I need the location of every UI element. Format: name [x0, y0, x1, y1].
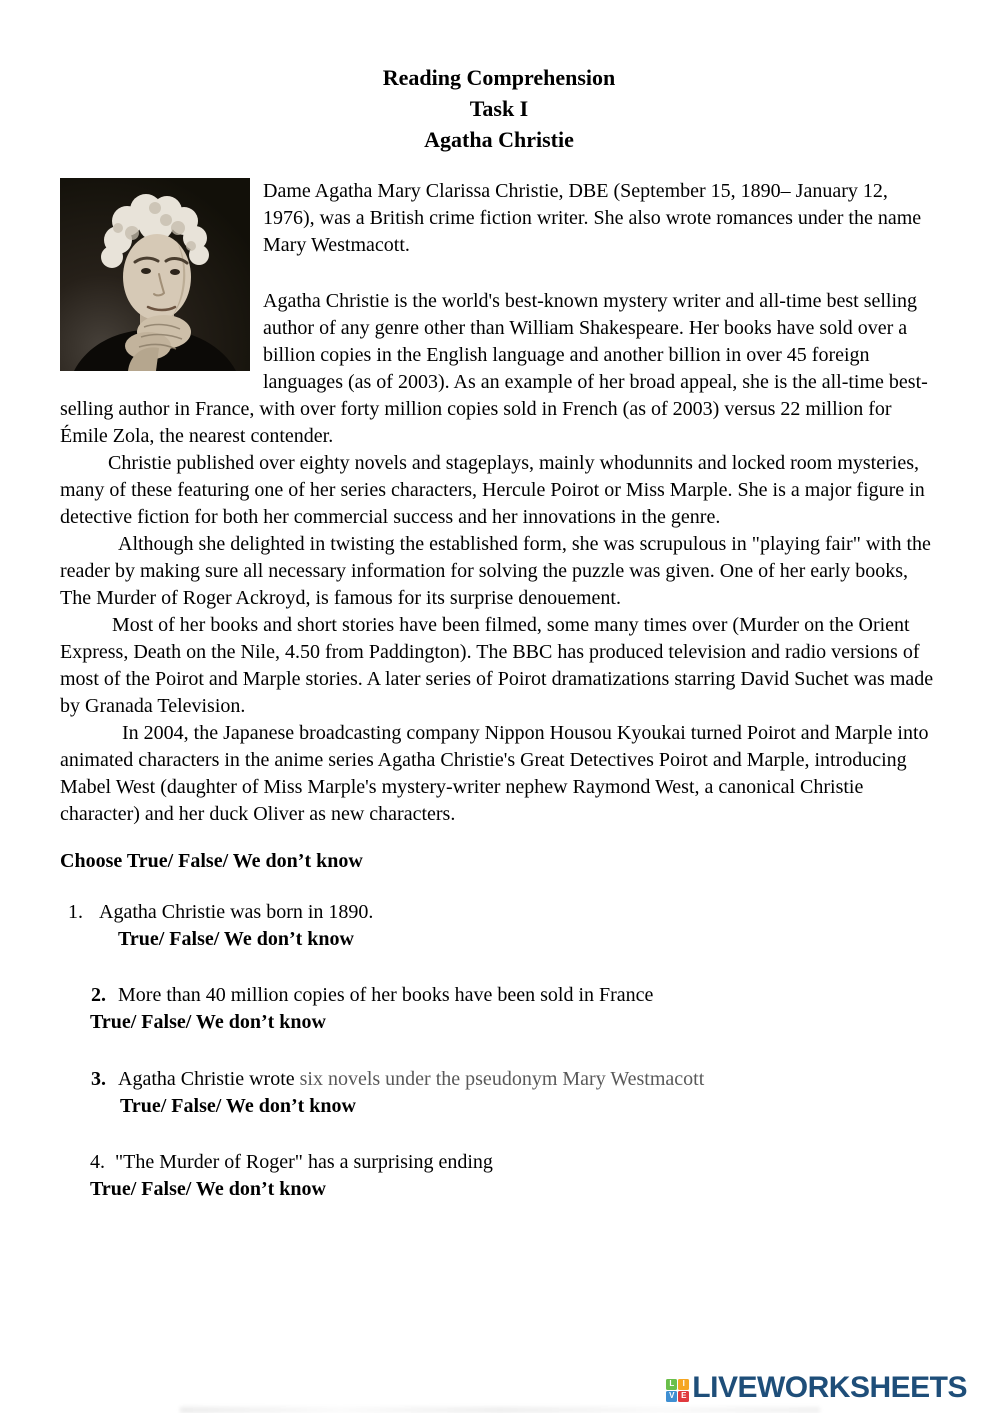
- paragraph-intro: Dame Agatha Mary Clarissa Christie, DBE (September 15, 1890– January 12, 1976), was a British crime fiction writer. She also wrote romances under the name Mary Westmacott.: [263, 180, 922, 256]
- question-4-line: [90, 1149, 938, 1176]
- logo-tile-l: L: [666, 1379, 677, 1390]
- question-4-number: 4.: [90, 1151, 105, 1173]
- instructions-heading: Choose True/ False/ We don’t know: [60, 850, 363, 872]
- agatha-christie-photo: [60, 178, 250, 371]
- liveworksheets-tile-icon: [666, 1379, 689, 1402]
- page-title: Reading Comprehension: [382, 65, 616, 90]
- question-3-options[interactable]: True/ False/ We don’t know: [120, 1095, 356, 1117]
- question-2-text: More than 40 million copies of her books have been sold in France: [118, 984, 654, 1006]
- question-3-number: 3.: [91, 1068, 106, 1090]
- question-3-text-light: six novels under the pseudonym Mary Westmacott: [299, 1068, 705, 1090]
- question-1-text: Agatha Christie was born in 1890.: [99, 901, 374, 923]
- paragraph-anime: In 2004, the Japanese broadcasting company Nippon Housou Kyoukai turned Poirot and Marple into animated characters in the anime series Agatha Christie's Great Detectives Poirot and Marple, introducing Mabel West (daughter of Miss Marple's mystery-writer nephew Raymond West, a canonical Christie character) and her duck Oliver as new characters.: [60, 722, 929, 825]
- logo-tile-e: E: [678, 1391, 689, 1402]
- question-1-options[interactable]: True/ False/ We don’t know: [118, 928, 354, 950]
- paragraph-best-known: Agatha Christie is the world's best-known mystery writer and all-time best selling author of any genre other than William Shakespeare. Her books have sold over a billion copies in the English language and another billion in over 45 foreign languages (as of 2003). As an example of her broad appeal, she is the all-time best-selling author in France, with over forty million copies sold in French (as of 2003) versus 22 million for Émile Zola, the nearest contender.: [60, 290, 928, 447]
- paragraph-playing-fair: Although she delighted in twisting the established form, she was scrupulous in "playing fair" with the reader by making sure all necessary information for solving the puzzle was given. One of her early books, The Murder of Roger Ackroyd, is famous for its surprise denouement.: [60, 533, 931, 609]
- question-4-text: "The Murder of Roger" has a surprising ending: [115, 1151, 493, 1173]
- portrait-illustration: [60, 178, 250, 371]
- question-2-line: [91, 982, 938, 1009]
- liveworksheets-logo[interactable]: [666, 1371, 967, 1405]
- liveworksheets-wordmark: LIVEWORKSHEETS: [692, 1371, 967, 1404]
- question-3-line: [91, 1066, 938, 1093]
- question-2: [60, 982, 938, 1036]
- question-2-number: 2.: [91, 984, 106, 1006]
- question-3-text: Agatha Christie wrote: [118, 1068, 300, 1090]
- paragraph-published: Christie published over eighty novels and stageplays, mainly whodunnits and locked room mysteries, many of these featuring one of her series characters, Hercule Poirot or Miss Marple. She is a major figure in detective fiction for both her commercial success and her innovations in the genre.: [60, 452, 925, 528]
- question-4-options[interactable]: True/ False/ We don’t know: [90, 1178, 326, 1200]
- question-2-options[interactable]: True/ False/ We don’t know: [90, 1011, 326, 1033]
- logo-tile-i: I: [678, 1379, 689, 1390]
- task-subtitle: Task I: [469, 96, 529, 121]
- logo-tile-v: V: [666, 1391, 677, 1402]
- question-1-number: 1.: [68, 901, 83, 923]
- scan-edge-artifact: [180, 1407, 820, 1413]
- question-4: [60, 1149, 938, 1203]
- question-3: [60, 1066, 938, 1120]
- paragraph-filmed: Most of her books and short stories have been filmed, some many times over (Murder on the Orient Express, Death on the Nile, 4.50 from Paddington). The BBC has produced television and radio versions of most of the Poirot and Marple stories. A later series of Poirot dramatizations starring David Suchet was made by Granada Television.: [60, 614, 934, 717]
- topic-subtitle: Agatha Christie: [424, 127, 574, 152]
- question-1-line: [68, 899, 938, 926]
- question-1: [60, 899, 938, 953]
- title-block: [60, 62, 938, 155]
- article-body: [60, 178, 938, 828]
